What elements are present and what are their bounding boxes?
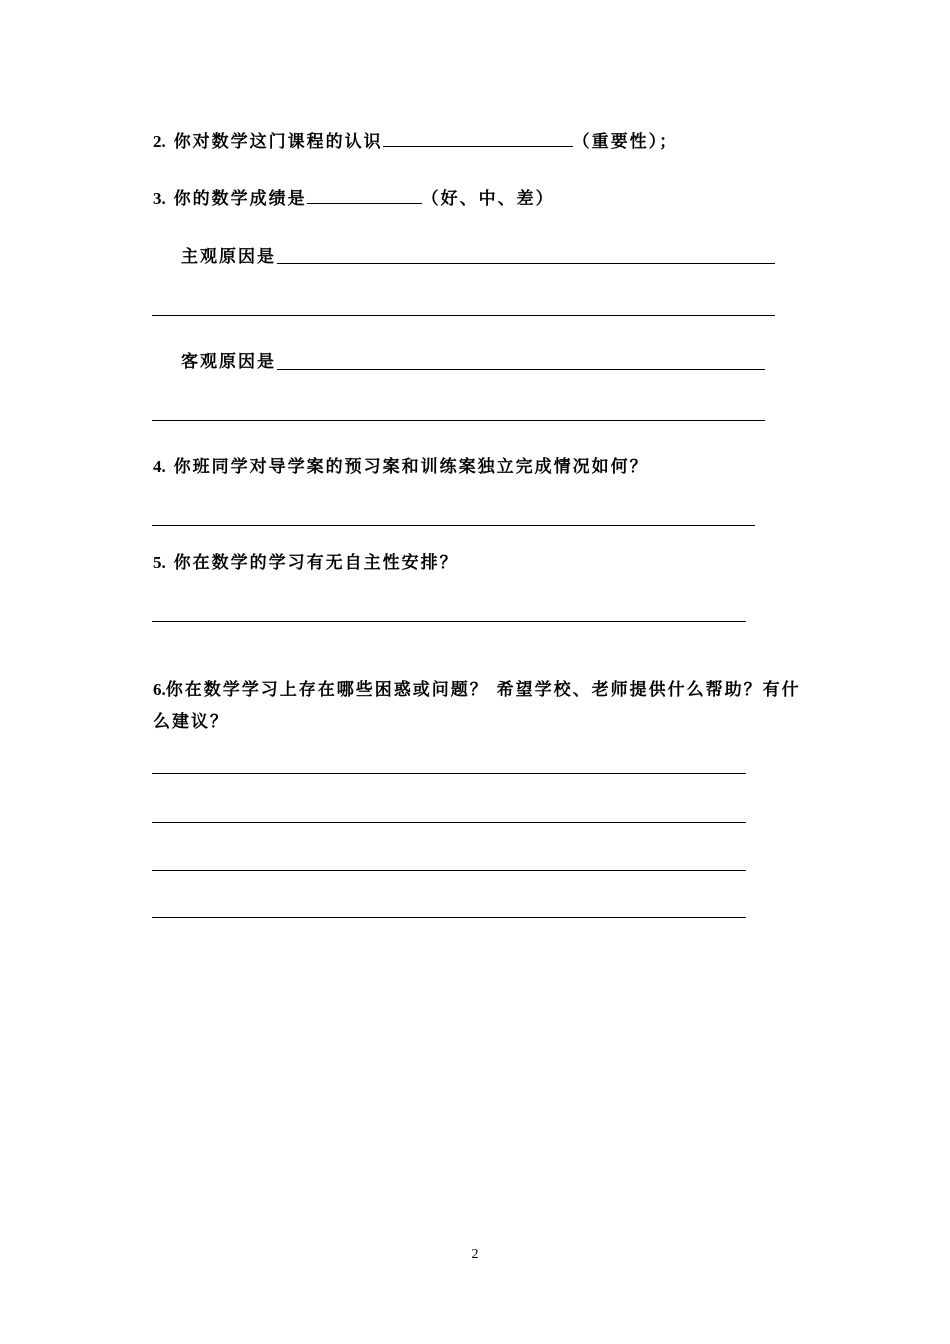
question-5-text: 你在数学的学习有无自主性安排？ bbox=[173, 553, 459, 573]
question-2-answer-blank[interactable] bbox=[383, 128, 573, 147]
question-3-suffix: （好、中、差） bbox=[421, 189, 555, 209]
objective-reason-line-2[interactable] bbox=[152, 420, 765, 421]
subjective-reason-line-1[interactable] bbox=[277, 263, 775, 264]
question-2 bbox=[153, 128, 678, 156]
page-number: 2 bbox=[471, 1247, 479, 1262]
question-6-number: 6. bbox=[153, 680, 166, 699]
question-4-answer-line[interactable] bbox=[152, 525, 755, 526]
question-6-text: 你在数学学习上存在哪些困惑或问题？ 希望学校、老师提供什么帮助？有什么建议？ bbox=[153, 680, 801, 732]
question-6-answer-line-2[interactable] bbox=[152, 822, 746, 823]
question-4-text: 你班同学对导学案的预习案和训练案独立完成情况如何？ bbox=[173, 457, 649, 477]
question-6-answer-line-4[interactable] bbox=[152, 917, 746, 918]
question-5-answer-line[interactable] bbox=[152, 621, 746, 622]
question-3-text: 你的数学成绩是 bbox=[173, 189, 307, 209]
question-6-answer-line-3[interactable] bbox=[152, 870, 746, 871]
subjective-reason-label: 主观原因是 bbox=[181, 247, 276, 267]
question-3 bbox=[153, 185, 555, 213]
question-2-number: 2. bbox=[153, 132, 166, 151]
question-4 bbox=[153, 453, 649, 481]
question-3-number: 3. bbox=[153, 189, 166, 208]
objective-reason-line-1[interactable] bbox=[277, 369, 765, 370]
subjective-reason-line-2[interactable] bbox=[152, 315, 775, 316]
question-6-answer-line-1[interactable] bbox=[152, 773, 746, 774]
question-6 bbox=[153, 674, 803, 738]
objective-reason-label: 客观原因是 bbox=[181, 352, 276, 372]
question-2-suffix: （重要性）； bbox=[572, 132, 679, 152]
question-4-number: 4. bbox=[153, 457, 166, 476]
question-5-number: 5. bbox=[153, 553, 166, 572]
question-3-answer-blank[interactable] bbox=[307, 185, 422, 204]
question-2-text: 你对数学这门课程的认识 bbox=[173, 132, 383, 152]
question-5 bbox=[153, 549, 459, 577]
